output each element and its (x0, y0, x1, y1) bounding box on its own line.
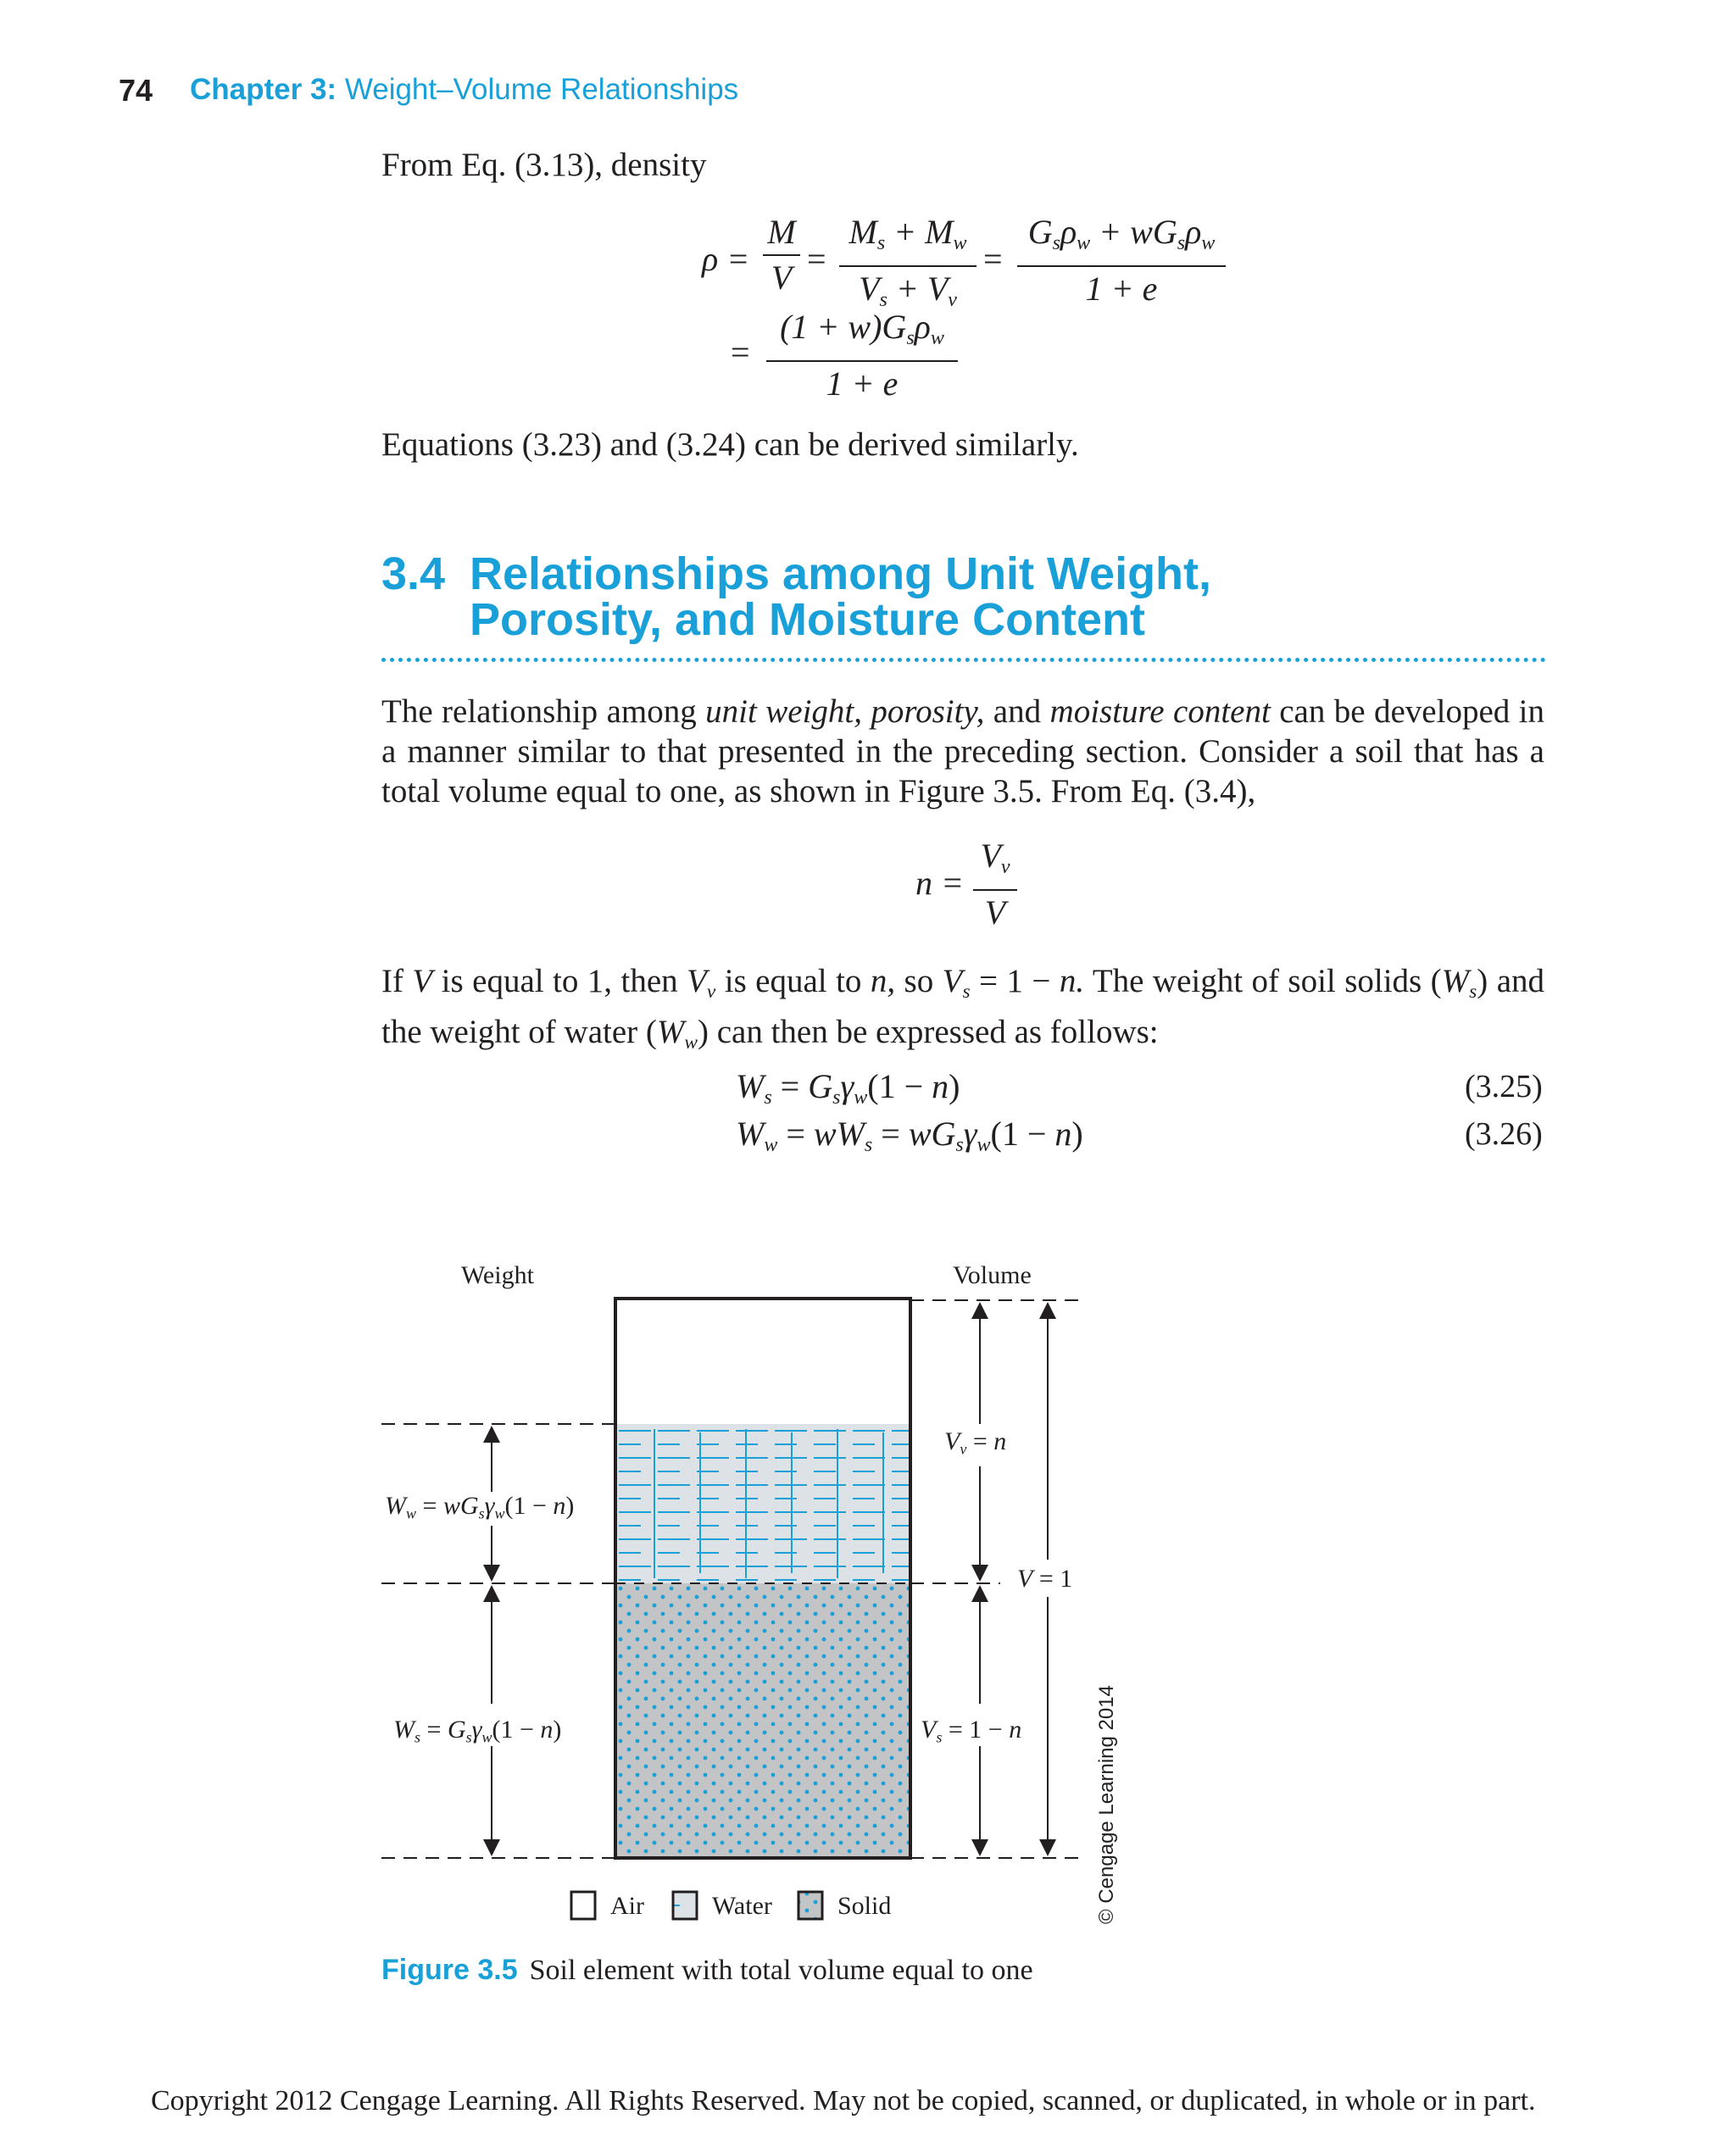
total-volume-label: V = 1 (1017, 1565, 1073, 1593)
chapter-title: Weight–Volume Relationships (344, 73, 739, 106)
density-lhs: ρ = (702, 240, 750, 278)
legend-solid-label: Solid (837, 1892, 892, 1920)
frac-denominator: 1 + e (826, 364, 899, 403)
frac-denominator: V (771, 259, 793, 297)
legend-air-label: Air (610, 1892, 644, 1920)
copyright-footer: Copyright 2012 Cengage Learning. All Rights Reserved. May not be copied, scanned, or duplicated, in whole or in part. (151, 2085, 1536, 2116)
frac-numerator: M (767, 213, 796, 251)
solid-volume-label: $V_s = 1 - n$ (921, 1716, 1022, 1746)
porosity-lhs: n = (915, 864, 964, 902)
equals-sign: = (983, 240, 1003, 278)
legend-water-label: Water (712, 1892, 772, 1920)
figure-caption-text: Soil element with total volume equal to one (529, 1955, 1033, 1986)
frac-numerator: $M_s + M_w$ (849, 213, 967, 255)
page-number: 74 (119, 73, 153, 108)
frac-numerator: $G_s\rho_w + wG_s\rho_w$ (1027, 213, 1216, 255)
frac-denominator: 1 + e (1085, 270, 1158, 309)
figure-label: Figure 3.5 (381, 1954, 518, 1986)
void-volume-label: $V_v = n$ (944, 1427, 1007, 1458)
equation-number: (3.26) (1465, 1116, 1543, 1152)
water-phase (615, 1424, 910, 1583)
section-number: 3.4 (381, 548, 446, 599)
solid-weight-label: $W_s = G_s\gamma_w(1 - n)$ (393, 1716, 562, 1746)
paragraph-2: If V is equal to 1, then $V_v$ is equal to n, so $V_s = 1 - n$. The weight of soil solids $(W_s)$ and the weight of water $(W_w)$ can then be expressed as follows: (381, 963, 1544, 1054)
legend-water-swatch (673, 1892, 697, 1919)
solid-phase (615, 1583, 910, 1858)
equals-sign: = (731, 333, 750, 371)
section-title-line-2: Porosity, and Moisture Content (470, 594, 1146, 645)
equals-sign: = (807, 240, 826, 278)
section-title-line-1: Relationships among Unit Weight, (470, 548, 1212, 599)
frac-denominator: $V_s + V_v$ (859, 270, 957, 312)
intro-line: From Eq. (3.13), density (381, 147, 707, 183)
chapter-label: Chapter 3: (190, 73, 337, 106)
paragraph-1: The relationship among unit weight, porosity, and moisture content can be developed in a manner similar to that presented in the preceding section. Consider a soil that has a total volume equal to one, as shown in Figure 3.5. From Eq. (3.4), (381, 693, 1545, 809)
frac-numerator: $(1 + w)G_s\rho_w$ (780, 308, 944, 350)
equation-number: (3.25) (1465, 1069, 1543, 1104)
frac-denominator: V (984, 893, 1006, 932)
derived-line: Equations (3.23) and (3.24) can be derived similarly. (381, 426, 1079, 463)
frac-numerator: $V_v$ (980, 837, 1010, 879)
figure-caption (381, 1954, 1033, 1987)
water-weight-label: $W_w = wG_s\gamma_w(1 - n)$ (385, 1492, 575, 1522)
legend-solid-swatch (798, 1892, 822, 1919)
figure-credit: © Cengage Learning 2014 (1095, 1685, 1118, 1924)
weight-axis-label: Weight (461, 1261, 534, 1289)
equation-3-26: $W_w = wW_s = wG_s\gamma_w(1 - n)$ (736, 1115, 1083, 1157)
equation-3-25: $W_s = G_s\gamma_w(1 - n)$ (736, 1067, 960, 1110)
legend-air-swatch (571, 1892, 595, 1919)
volume-axis-label: Volume (953, 1261, 1032, 1289)
